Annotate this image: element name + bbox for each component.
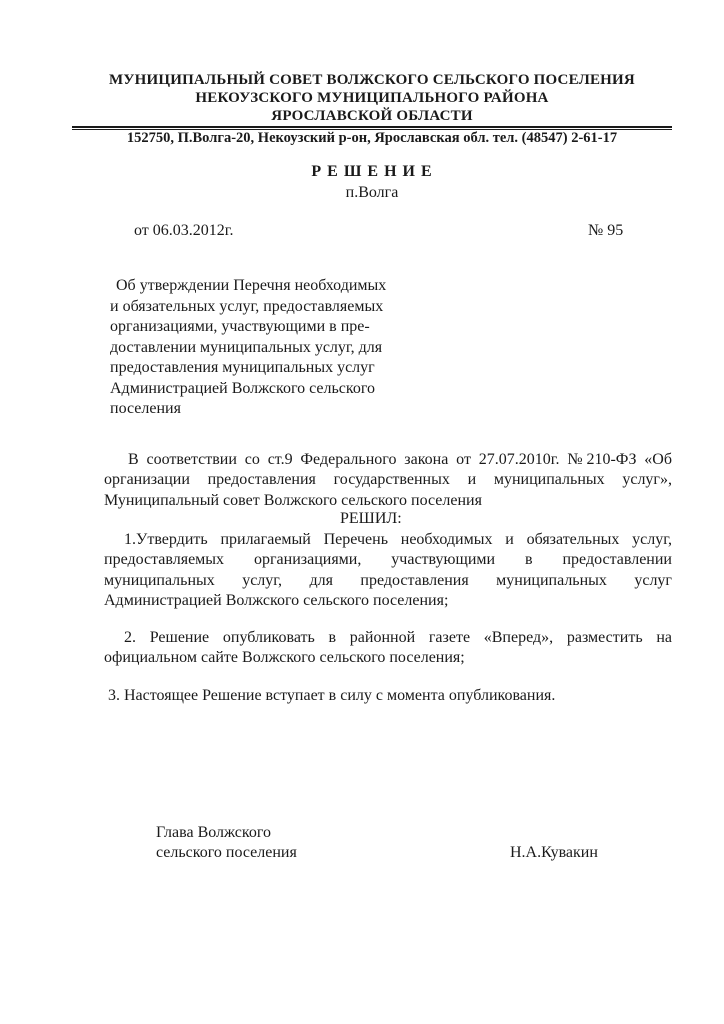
resolution-item-3: 3. Настоящее Решение вступает в силу с момента опубликования. [108,687,556,704]
council-name: МУНИЦИПАЛЬНЫЙ СОВЕТ ВОЛЖСКОГО СЕЛЬСКОГО ПОСЕЛЕНИЯ [109,72,635,88]
region-name: ЯРОСЛАВСКОЙ ОБЛАСТИ [271,108,473,124]
signatory-position-line2: сельского поселения [156,844,297,861]
subject-line: и обязательных услуг, предоставляемых [110,297,384,315]
place-name: п.Волга [345,184,399,201]
header-rule-thick [72,126,672,128]
subject-line: предоставления муниципальных услуг [110,359,375,376]
resolution-item-1 [104,530,672,611]
item-line: предоставляемых организациями, участвующими в предоставлении [104,551,672,569]
item-line: Администрацией Волжского сельского поселения; [104,591,449,609]
subject-line: поселения [110,400,181,417]
resolution-item-2 [104,628,672,669]
item-line: 2. Решение опубликовать в районной газете «Вперед», разместить на [124,629,672,646]
item-line: муниципальных услуг, для предоставления муниципальных услуг [104,571,672,589]
resolved-heading: РЕШИЛ: [340,510,402,527]
preamble-line: В соответствии со ст.9 Федерального закона от 27.07.2010г. №210-ФЗ «Об [128,451,672,468]
preamble-line: организации предоставления государственных и муниципальных услуг», [104,471,672,489]
signatory-position-line1: Глава Волжского [156,824,272,841]
preamble [104,450,672,511]
signatory-name: Н.А.Кувакин [510,844,598,861]
subject-line: доставлении муниципальных услуг, для [110,338,383,356]
item-line: 1.Утвердить прилагаемый Перечень необходимых и обязательных услуг, [124,531,672,548]
document-number: № 95 [588,222,624,239]
subject-line: Об утверждении Перечня необходимых [116,277,387,294]
item-line: официальном сайте Волжского сельского поселения; [104,649,465,667]
subject-line: организациями, участвующими в пре- [110,318,370,335]
document-title: Р Е Ш Е Н И Е [311,163,433,180]
document-date: от 06.03.2012г. [134,222,234,239]
subject-block [110,276,420,420]
subject-line: Администрацией Волжского сельского [110,379,376,397]
district-name: НЕКОУЗСКОГО МУНИЦИПАЛЬНОГО РАЙОНА [195,90,549,106]
address-line: 152750, П.Волга-20, Некоузский р-он, Ярославская обл. тел. (48547) 2-61-17 [126,130,618,146]
preamble-line: Муниципальный совет Волжского сельского поселения [104,491,482,509]
